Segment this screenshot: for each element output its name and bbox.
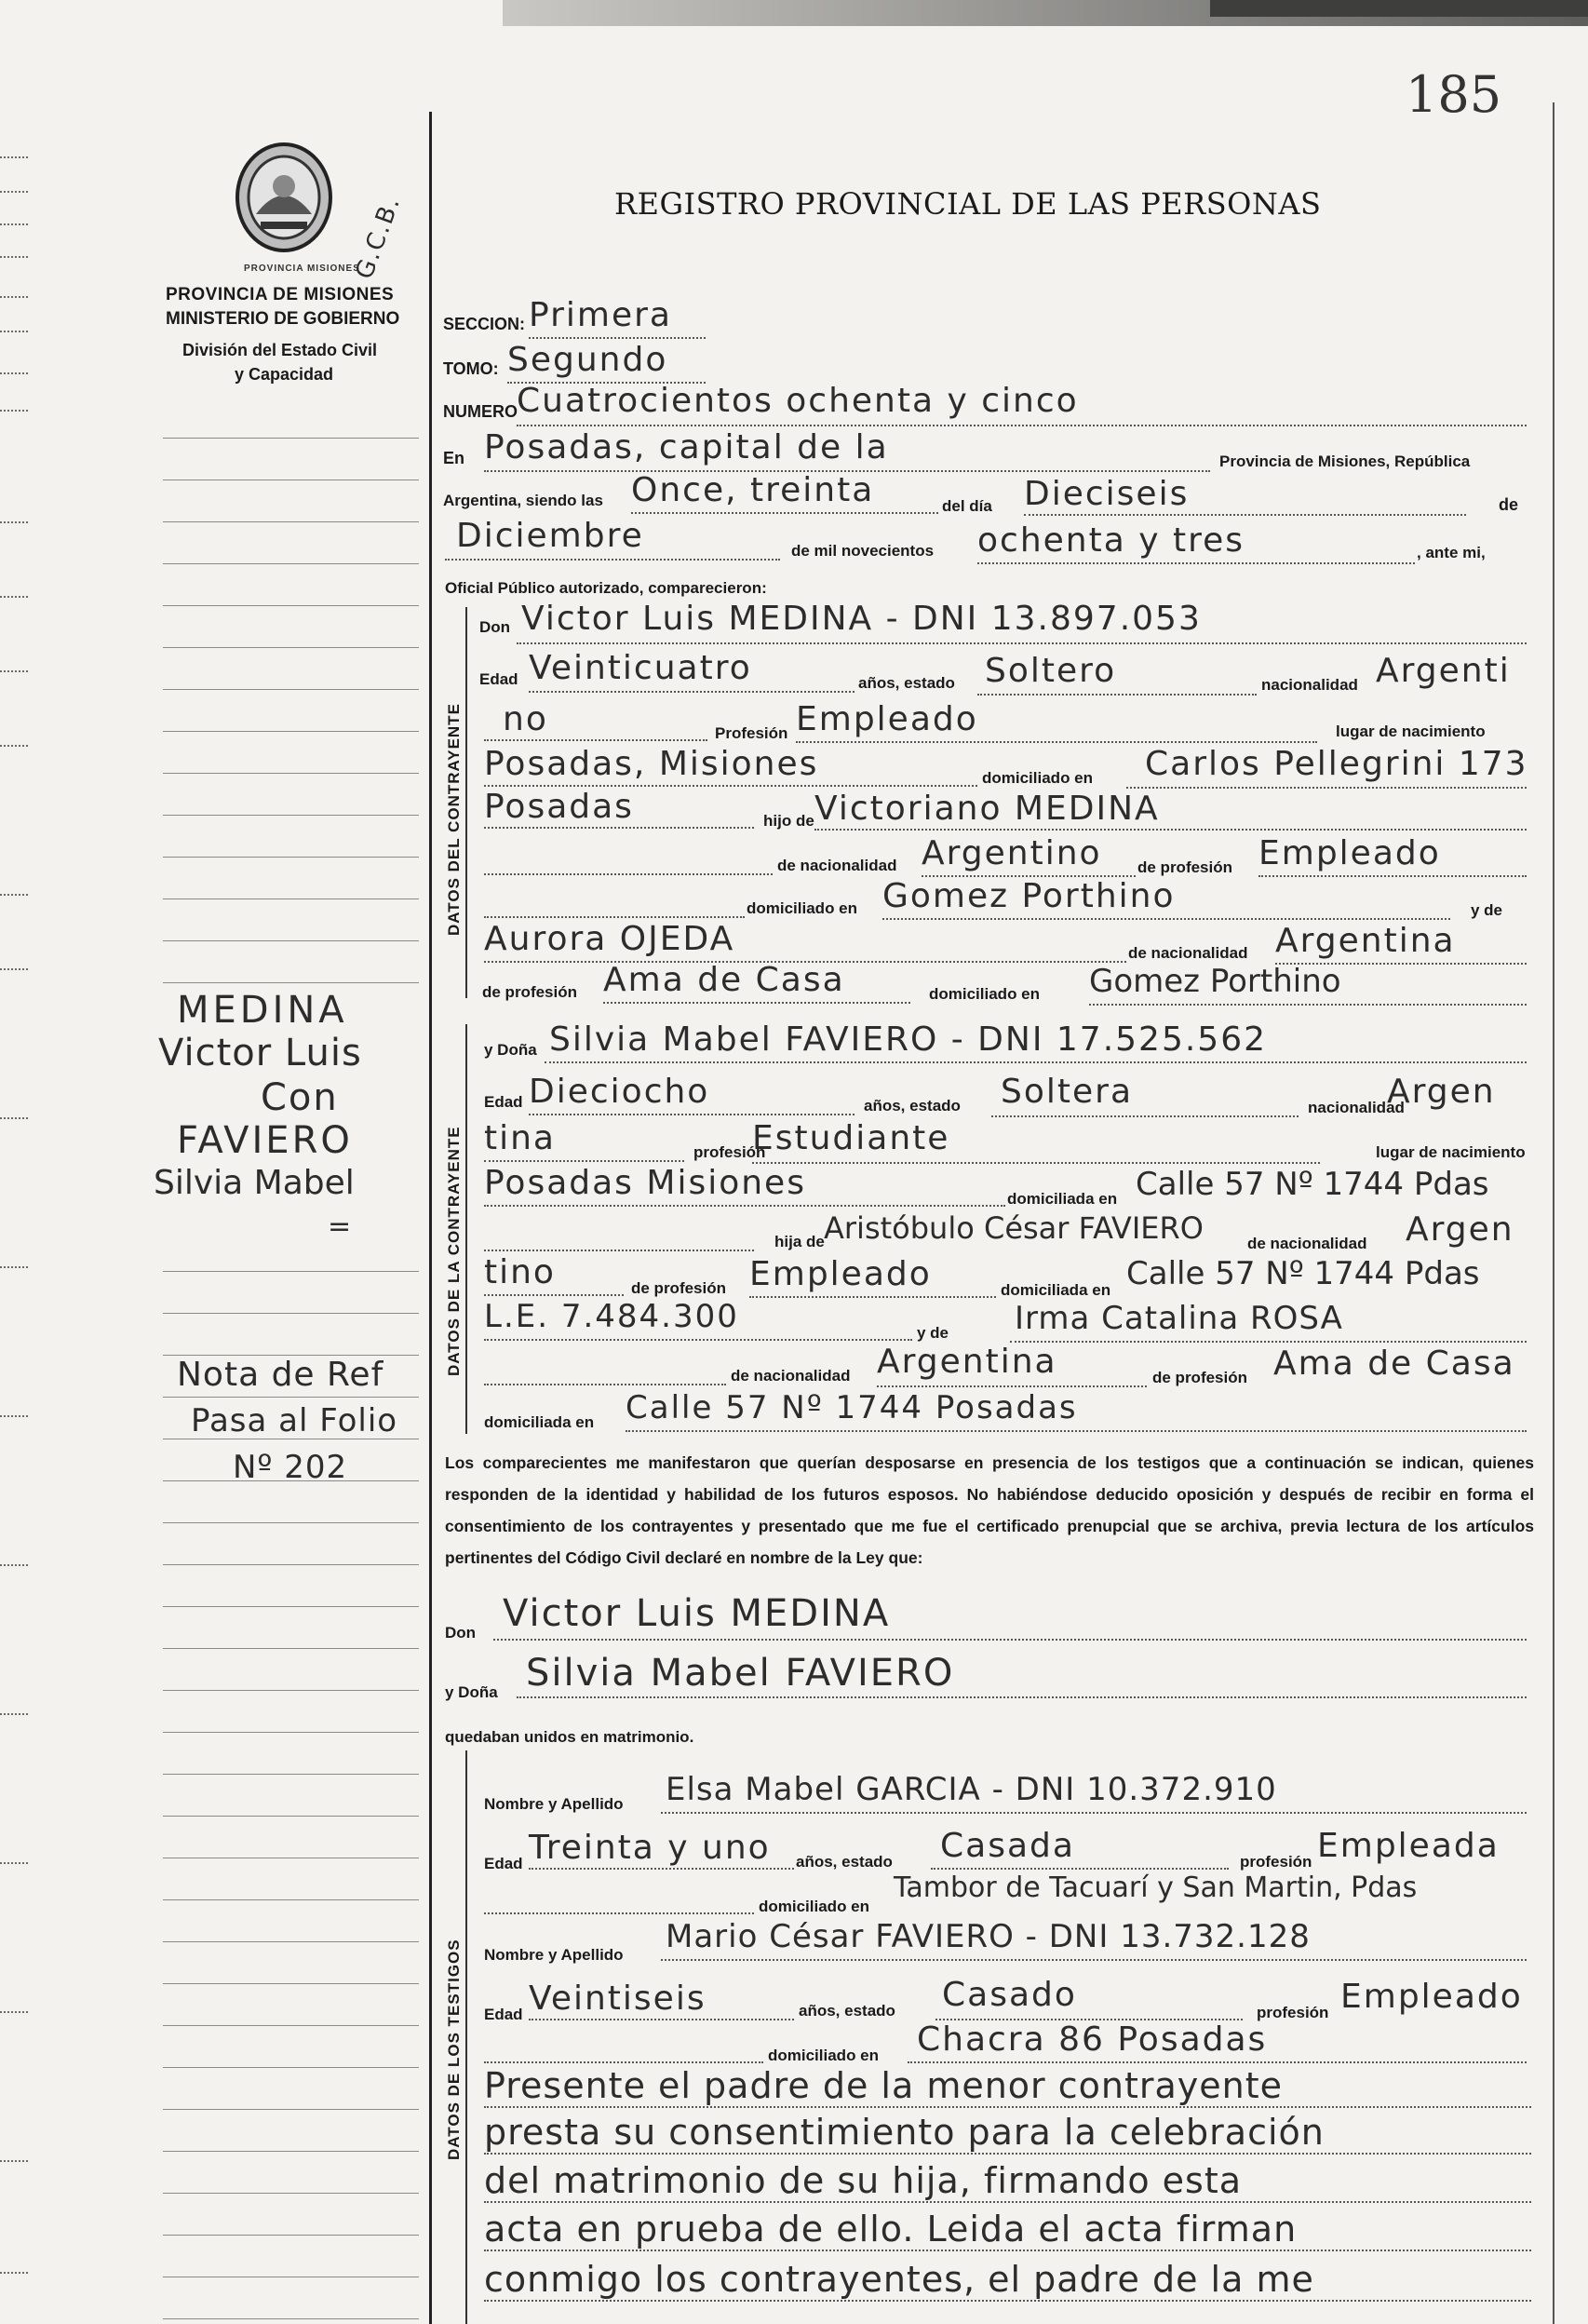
contrayenta-bracket <box>465 1024 467 1434</box>
ministry-label: MINISTERIO DE GOBIERNO <box>166 309 400 329</box>
contrayente-section-label: DATOS DEL CONTRAYENTE <box>445 703 463 936</box>
folio-number: 185 <box>1406 65 1502 124</box>
seal-text: PROVINCIA MISIONES <box>244 263 360 274</box>
testigos-note-4: acta en prueba de ello. Leida el acta firman <box>484 2209 1298 2250</box>
testigos-bracket <box>465 1750 467 2324</box>
testigos-note-3: del matrimonio de su hija, firmando esta <box>484 2160 1243 2201</box>
margin-divider <box>429 112 432 2324</box>
declaration-paragraph: Los comparecientes me manifestaron que querían desposarse en presencia de los testigos que a continuación se indican, quienes responden de la identidad y habilidad de los futuros esposos. No habiéndose deducido oposición y después de recibir en forma el consentimiento de los contrayentes y presentado que me fue el certificado prenupcial que se archiva, previa lectura de los artículos pertinentes del Código Civil declaré en nombre de la Ley que: <box>445 1453 1534 1567</box>
testigos-section-label: DATOS DE LOS TESTIGOS <box>445 1939 463 2160</box>
province-label: PROVINCIA DE MISIONES <box>166 285 395 304</box>
testigos-note-2: presta su consentimiento para la celebración <box>484 2112 1325 2153</box>
scan-shadow-dark <box>1210 0 1588 17</box>
contrayente-bracket <box>465 607 467 998</box>
seal-initials: G.C.B. <box>350 192 407 283</box>
division-label: División del Estado Civil <box>182 341 378 359</box>
testigos-note-1: Presente el padre de la menor contrayente <box>484 2065 1284 2106</box>
testigos-note-5: conmigo los contrayentes, el padre de la me <box>484 2259 1314 2300</box>
contrayenta-section-label: DATOS DE LA CONTRAYENTE <box>445 1126 463 1376</box>
provincial-seal-icon <box>233 140 363 261</box>
division-label-2: y Capacidad <box>235 365 334 384</box>
registry-page: 185 PROVINCIA MISIONES G.C.B. PROVINCIA DE MISIONES MINISTERIO DE GOBIERNO División del Estado Civil y Capacidad REGISTRO PROVINCIAL DE LAS PERSONAS SECCION: Primera TOMO: Segundo NUMERO Cuatrocientos ochenta y cinco En Posadas, capital de la Provincia de Misiones, República Argentina, siendo las Once, treinta del día Dieciseis de Diciembre de mil novecientos ochenta y tres , ante mi, Oficial Público autorizado, comparecieron: DATOS DEL CONTRAYENTE Don Victor Luis MEDINA - DNI 13.897.053 Edad Veinticuatro años, estado Soltero nacionalidad Argenti no Profesión Empleado lugar de nacimiento Posadas, Misiones domiciliado en Carlos Pellegrini 173 Posadas hijo de Victoriano MEDINA de nacionalidad Argentino de profesión Empleado domiciliado en Gomez Porthino y de Aurora OJEDA de nacionalidad Argentina de profesión Ama de Casa domiciliado en Gomez Porthino DATOS DE LA CONTRAYENTE y Doña Silvia Mabel FAVIERO - DNI 17.525.562 Edad Dieciocho años, estado Soltera nacionalidad Argen tina profesión Estudiante lugar de nacimiento Posadas Misiones domiciliada en Calle 57 Nº 1744 Pdas hija de Aristóbulo César FAVIERO de nacionalidad Argen tino de profesión Empleado domiciliada en Calle 57 Nº 1744 Pdas L.E. 7.484.300 y de Irma Catalina ROSA de nacionalidad Argentina de profesión Ama de Casa domiciliada en Calle 57 Nº 1744 Posadas Los comparecientes me manifestaron que querían desposarse en presencia de los testigos que a continuación se indican, quienes responden de la identidad y habilidad de los futuros esposos. No habiéndose deducido oposición y después de recibir en forma el consentimiento de los contrayentes y presentado que me fue el certificado prenupcial que se archiva, previa lectura de los artículos pertinentes del Código Civil declaré en nombre de la Ley que: Don Victor Luis MEDINA y Doña Silvia Mabel FAVIERO quedaban unidos en matrimonio. DATOS DE LOS TESTIGOS Nombre y Apellido Elsa Mabel GARCIA - DNI 10.372.910 Edad Treinta y uno años, estado Casada profesión Empleada domiciliado en Tambor de Tacuarí y San Martin, Pdas Nombre y Apellido Mario César FAVIERO - DNI 13.732.128 Edad Veintiseis años, estado Casado profesión Empleado domiciliado en Chacra 86 Posadas Presente el padre de la menor contrayente presta su consentimiento para la celebración del matrimonio de su hija, firmando esta acta en prueba de ello. Leida el acta firman conmigo los contrayentes, el padre de la me MEDINA Victor Luis Con FAVIERO Silvia Mabel = Nota de Ref Pasa al Folio Nº 202 <box>0 0 1588 2324</box>
header-title: REGISTRO PROVINCIAL DE LAS PERSONAS <box>614 186 1322 222</box>
right-border <box>1553 102 1554 2324</box>
